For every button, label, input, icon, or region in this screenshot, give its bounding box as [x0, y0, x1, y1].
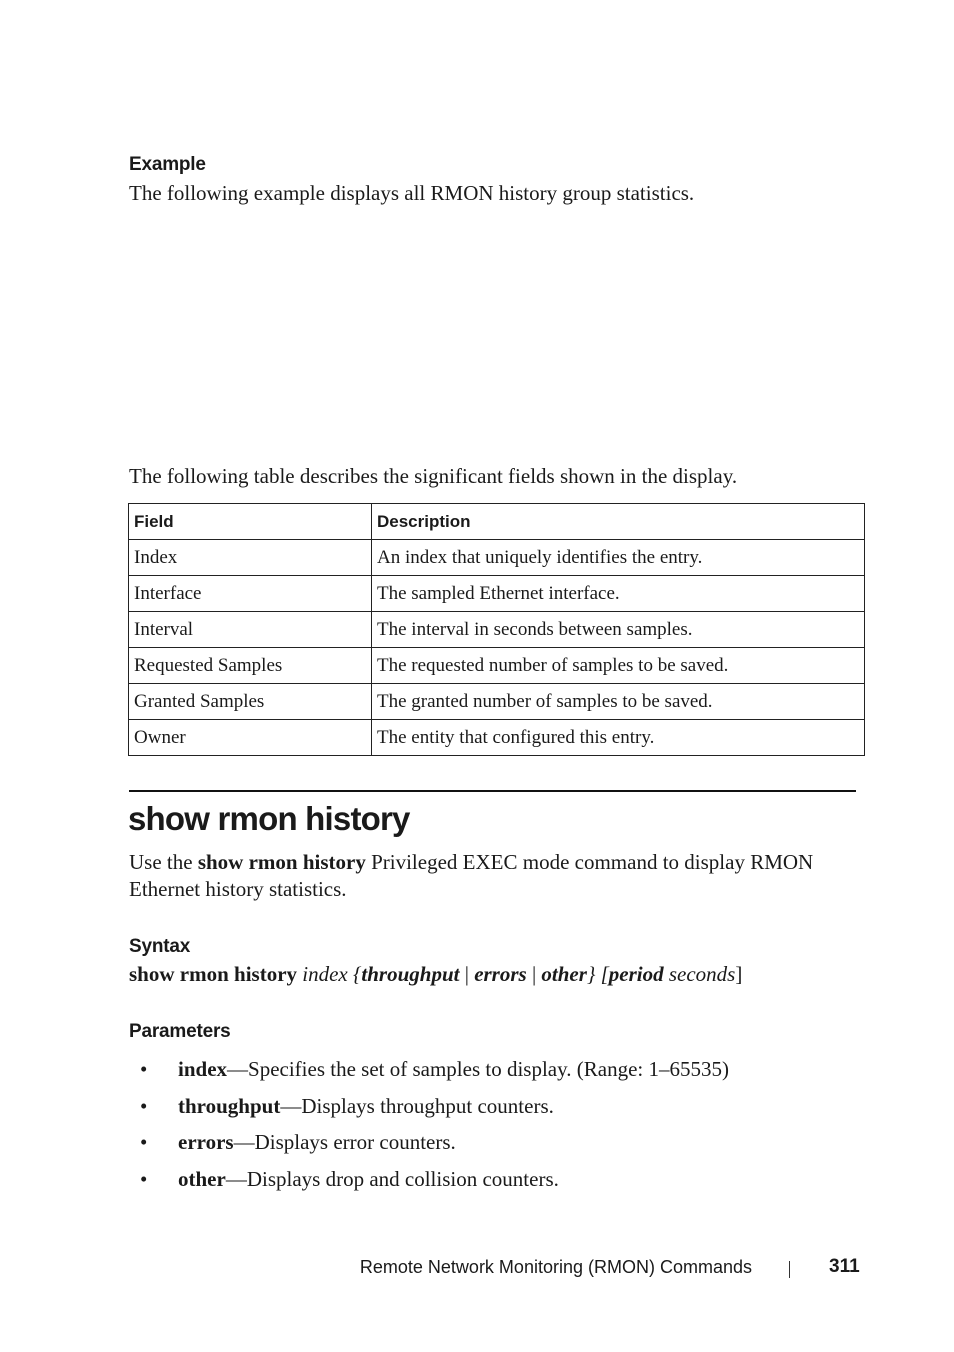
field-cell: Interface — [129, 576, 372, 612]
list-item — [129, 1091, 729, 1128]
syntax-other: other — [541, 962, 587, 986]
field-cell: Owner — [129, 720, 372, 756]
desc-prefix: Use the — [129, 850, 198, 874]
section-divider — [129, 790, 856, 792]
parameters-list — [129, 1054, 729, 1200]
bullet-icon: • — [140, 1166, 148, 1191]
desc-command: show rmon history — [197, 850, 366, 874]
syntax-bracket-open: [ — [600, 962, 609, 986]
syntax-errors: errors — [474, 962, 527, 986]
param-text: —Specifies the set of samples to display. (Range: 1–65535) — [227, 1057, 729, 1081]
param-term: errors — [178, 1130, 234, 1154]
list-item — [129, 1164, 729, 1201]
example-heading: Example — [129, 154, 206, 175]
field-cell: Index — [129, 540, 372, 576]
list-item — [129, 1127, 729, 1164]
syntax-brace-close: } — [586, 962, 596, 986]
bullet-icon: • — [140, 1093, 148, 1118]
column-header-field: Field — [129, 504, 372, 540]
bullet-icon: • — [140, 1057, 148, 1081]
description-cell: The interval in seconds between samples. — [372, 612, 865, 648]
syntax-brace-open: { — [353, 962, 362, 986]
syntax-line — [129, 961, 742, 988]
syntax-bracket-close: ] — [735, 962, 743, 986]
param-text: —Displays drop and collision counters. — [225, 1166, 559, 1191]
syntax-seconds: seconds — [668, 962, 736, 986]
column-header-description: Description — [372, 504, 865, 540]
syntax-separator: | — [526, 962, 542, 986]
description-cell: The entity that configured this entry. — [372, 720, 865, 756]
syntax-command: show rmon history — [129, 962, 298, 986]
description-cell: The sampled Ethernet interface. — [372, 576, 865, 612]
example-text: The following example displays all RMON history group statistics. — [129, 181, 695, 205]
table-row — [129, 540, 865, 576]
table-row — [129, 720, 865, 756]
table-row — [129, 684, 865, 720]
param-term: throughput — [178, 1093, 281, 1118]
syntax-throughput: throughput — [361, 962, 460, 986]
param-term: index — [178, 1057, 228, 1081]
field-cell: Granted Samples — [129, 684, 372, 720]
list-item — [129, 1054, 729, 1091]
syntax-separator: | — [459, 962, 475, 986]
page-number: 311 — [829, 1256, 860, 1277]
syntax-heading: Syntax — [129, 936, 191, 957]
parameters-heading: Parameters — [129, 1021, 231, 1042]
table-header-row — [129, 504, 865, 540]
table-intro: The following table describes the significant fields shown in the display. — [129, 464, 738, 488]
table-row — [129, 576, 865, 612]
section-description — [129, 849, 829, 903]
footer-separator — [789, 1261, 790, 1278]
desc-suffix: Privileged EXEC mode command to display RMON Ethernet history statistics. — [129, 850, 814, 901]
section-title: show rmon history — [128, 800, 410, 837]
syntax-index: index — [302, 962, 348, 986]
field-cell: Requested Samples — [129, 648, 372, 684]
param-text: —Displays error counters. — [233, 1130, 456, 1154]
page-footer — [0, 1255, 954, 1283]
bullet-icon: • — [140, 1130, 148, 1154]
param-text: —Displays throughput counters. — [280, 1093, 554, 1118]
param-term: other — [178, 1166, 226, 1191]
footer-chapter-title: Remote Network Monitoring (RMON) Commands — [359, 1257, 752, 1277]
table-row — [129, 648, 865, 684]
field-cell: Interval — [129, 612, 372, 648]
table-row — [129, 612, 865, 648]
fields-table — [128, 503, 865, 756]
description-cell: The granted number of samples to be saved. — [372, 684, 865, 720]
description-cell: The requested number of samples to be saved. — [372, 648, 865, 684]
syntax-period: period — [608, 962, 664, 986]
description-cell: An index that uniquely identifies the entry. — [372, 540, 865, 576]
